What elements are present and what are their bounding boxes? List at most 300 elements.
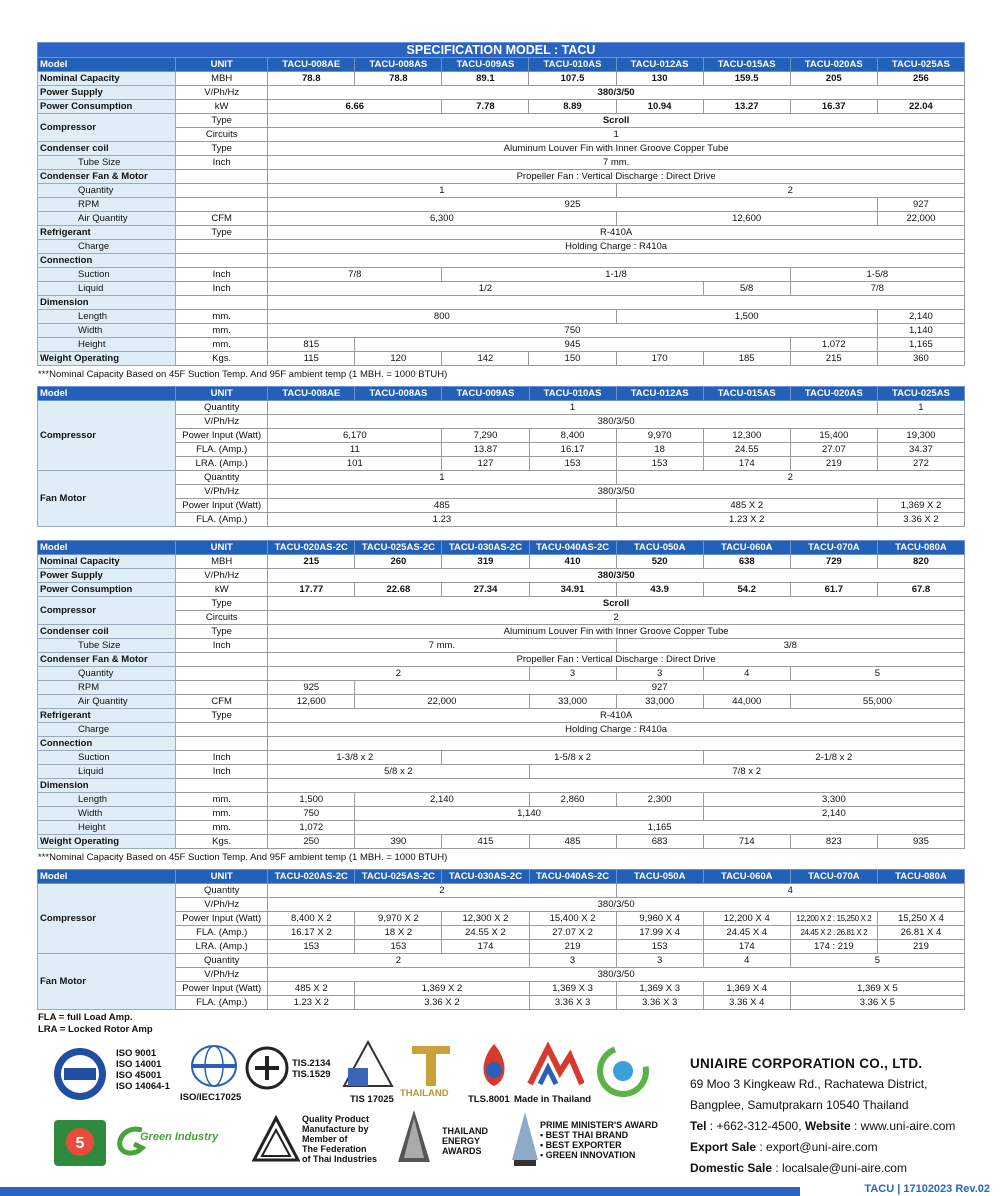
value-cell: 485 xyxy=(529,835,616,849)
value-cell: 24.45 X 2 : 26.81 X 2 xyxy=(790,926,877,940)
spec-table-2 xyxy=(37,386,965,527)
row-sublabel: Liquid xyxy=(38,282,176,296)
value-cell: 7/8 x 2 xyxy=(529,765,964,779)
value-cell: 17.99 X 4 xyxy=(616,926,703,940)
model-col: TACU-025AS-2C xyxy=(355,541,442,555)
row-sublabel: Suction xyxy=(38,751,176,765)
value-cell: 729 xyxy=(790,555,877,569)
value-cell: 19,300 xyxy=(877,429,964,443)
table-row xyxy=(38,884,965,898)
pm-award-line: • BEST THAI BRAND xyxy=(540,1130,629,1140)
value-cell: 3.36 X 4 xyxy=(703,996,790,1010)
value-cell: 24.55 X 2 xyxy=(442,926,529,940)
model-col: TACU-008AS xyxy=(355,387,442,401)
value-cell: 2,140 xyxy=(355,793,529,807)
unit-cell: mm. xyxy=(176,324,268,338)
value-cell: 8.89 xyxy=(529,100,616,114)
model-col: TACU-009AS xyxy=(442,387,529,401)
table-row xyxy=(38,429,965,443)
value-cell: 7 mm. xyxy=(268,639,616,653)
value-cell: 1,165 xyxy=(877,338,964,352)
value-cell: 1,369 X 2 xyxy=(355,982,529,996)
unit-cell: LRA. (Amp.) xyxy=(176,940,268,954)
table-row xyxy=(38,996,965,1010)
unit-cell: kW xyxy=(176,100,268,114)
unit-cell xyxy=(176,240,268,254)
value-cell: 67.8 xyxy=(877,583,964,597)
row-sublabel: Length xyxy=(38,310,176,324)
unit-cell: Quantity xyxy=(176,954,268,968)
value-cell: 3 xyxy=(529,954,616,968)
table-row xyxy=(38,338,965,352)
value-cell: 1,072 xyxy=(268,821,355,835)
value-cell: 18 xyxy=(616,443,703,457)
model-col: TACU-070A xyxy=(790,870,877,884)
table-row xyxy=(38,415,965,429)
value-cell: 927 xyxy=(877,198,964,212)
value-cell: 153 xyxy=(355,940,442,954)
green-industry-label: Green Industry xyxy=(140,1131,219,1143)
green-organization-icon xyxy=(596,1044,650,1098)
group-label: Compressor xyxy=(38,401,176,471)
value-cell: 1,369 X 3 xyxy=(616,982,703,996)
export-sale xyxy=(690,1137,970,1158)
table-row xyxy=(38,723,965,737)
value-cell: 2 xyxy=(616,184,964,198)
row-label: Power Supply xyxy=(38,569,176,583)
unit-cell: Inch xyxy=(176,268,268,282)
value-cell: 34.91 xyxy=(529,583,616,597)
model-col: TACU-020AS xyxy=(790,58,877,72)
model-col: TACU-025AS-2C xyxy=(355,870,442,884)
value-cell: 5/8 xyxy=(703,282,790,296)
value-cell: Aluminum Louver Fin with Inner Groove Copper Tube xyxy=(268,142,965,156)
value-cell: 935 xyxy=(877,835,964,849)
value-cell: Aluminum Louver Fin with Inner Groove Copper Tube xyxy=(268,625,965,639)
unit-cell: Inch xyxy=(176,282,268,296)
model-col: TACU-020AS-2C xyxy=(268,870,355,884)
value-cell: 9,970 X 2 xyxy=(355,912,442,926)
row-label: Weight Operating xyxy=(38,352,176,366)
row-sublabel: Charge xyxy=(38,723,176,737)
model-col: TACU-008AS xyxy=(355,58,442,72)
table-row xyxy=(38,751,965,765)
unit-cell: V/Ph/Hz xyxy=(176,415,268,429)
value-cell: 256 xyxy=(877,72,964,86)
value-cell: 15,400 xyxy=(790,429,877,443)
value-cell: 153 xyxy=(268,940,355,954)
value-cell: 410 xyxy=(529,555,616,569)
value-cell: 360 xyxy=(877,352,964,366)
value-cell: 823 xyxy=(790,835,877,849)
row-label: Nominal Capacity xyxy=(38,72,176,86)
legend-fla: FLA = full Load Amp. xyxy=(38,1012,133,1023)
thailand-trust-icon xyxy=(406,1042,456,1088)
unit-cell: kW xyxy=(176,583,268,597)
row-sublabel: Quantity xyxy=(38,184,176,198)
value-cell: 750 xyxy=(268,324,878,338)
value-cell: 15,400 X 2 xyxy=(529,912,616,926)
model-col: TACU-050A xyxy=(616,870,703,884)
value-cell: 12,600 xyxy=(268,695,355,709)
value-cell: 485 X 2 xyxy=(616,499,877,513)
table-row xyxy=(38,898,965,912)
iso-item: ISO 14064-1 xyxy=(116,1081,170,1092)
unit-cell: mm. xyxy=(176,807,268,821)
model-col: TACU-060A xyxy=(703,541,790,555)
value-cell: 205 xyxy=(790,72,877,86)
unit-cell: Quantity xyxy=(176,884,268,898)
model-col: TACU-008AE xyxy=(268,387,355,401)
value-cell: 3.36 X 2 xyxy=(355,996,529,1010)
table-row xyxy=(38,471,965,485)
unit-cell: Quantity xyxy=(176,401,268,415)
value-cell: 11 xyxy=(268,443,442,457)
table-row xyxy=(38,86,965,100)
unit-cell xyxy=(176,667,268,681)
value-cell: 26.81 X 4 xyxy=(877,926,964,940)
value-cell: 101 xyxy=(268,457,442,471)
tel-label: Tel xyxy=(690,1119,707,1133)
value-cell: 380/3/50 xyxy=(268,415,965,429)
row-label: Dimension xyxy=(38,296,176,310)
company-address-line: Bangplee, Samutprakarn 10540 Thailand xyxy=(690,1098,909,1112)
value-cell: 7/8 xyxy=(268,268,442,282)
value-cell: 319 xyxy=(442,555,529,569)
export-email[interactable]: : export@uni-aire.com xyxy=(756,1140,878,1154)
value-cell: 43.9 xyxy=(616,583,703,597)
row-sublabel: Liquid xyxy=(38,765,176,779)
table-row xyxy=(38,709,965,723)
value-cell: 1-1/8 xyxy=(442,268,790,282)
tls-icon xyxy=(472,1040,516,1090)
unit-cell: mm. xyxy=(176,821,268,835)
model-col: TACU-030AS-2C xyxy=(442,541,529,555)
value-cell: 925 xyxy=(268,198,878,212)
table-row xyxy=(38,513,965,527)
unit-cell: V/Ph/Hz xyxy=(176,898,268,912)
tis17025-icon xyxy=(342,1040,394,1090)
group-label: Fan Motor xyxy=(38,471,176,527)
group-label: Fan Motor xyxy=(38,954,176,1010)
row-label: Refrigerant xyxy=(38,709,176,723)
value-cell: 174 xyxy=(442,940,529,954)
value-cell: 8,400 xyxy=(529,429,616,443)
value-cell: 4 xyxy=(616,884,964,898)
header-unit: UNIT xyxy=(176,541,268,555)
unit-cell: Circuits xyxy=(176,611,268,625)
table-row xyxy=(38,212,965,226)
table-row xyxy=(38,156,965,170)
unit-cell: Type xyxy=(176,226,268,240)
unit-cell xyxy=(176,296,268,310)
value-cell: 12,200 X 2 : 15,250 X 2 xyxy=(790,912,877,926)
row-label: Nominal Capacity xyxy=(38,555,176,569)
value-cell: 750 xyxy=(268,807,355,821)
value-cell: 6.66 xyxy=(268,100,442,114)
value-cell: Propeller Fan : Vertical Discharge : Direct Drive xyxy=(268,170,965,184)
unit-cell: mm. xyxy=(176,793,268,807)
svg-text:5: 5 xyxy=(75,1135,85,1152)
value-cell: 22.04 xyxy=(877,100,964,114)
value-cell xyxy=(268,296,965,310)
model-col: TACU-025AS xyxy=(877,58,964,72)
table-row xyxy=(38,583,965,597)
iso-item: ISO 14001 xyxy=(116,1059,162,1070)
value-cell: 16.17 xyxy=(529,443,616,457)
value-cell: 3 xyxy=(529,667,616,681)
value-cell: 2 xyxy=(268,667,529,681)
unit-cell xyxy=(176,723,268,737)
row-label: Compressor xyxy=(38,114,176,142)
value-cell: 1,500 xyxy=(616,310,877,324)
row-sublabel: Charge xyxy=(38,240,176,254)
capacity-note: ***Nominal Capacity Based on 45F Suction Temp. And 95F ambient temp (1 MBH. = 1000 BTUH) xyxy=(38,369,448,380)
row-sublabel: RPM xyxy=(38,198,176,212)
value-cell: 1,072 xyxy=(790,338,877,352)
table-row xyxy=(38,72,965,86)
company-name: UNIAIRE CORPORATION CO., LTD. xyxy=(690,1056,923,1071)
value-cell: 6,170 xyxy=(268,429,442,443)
value-cell: 3,300 xyxy=(703,793,964,807)
unit-cell xyxy=(176,198,268,212)
table-row xyxy=(38,807,965,821)
unit-cell: Power Input (Watt) xyxy=(176,912,268,926)
value-cell: 33,000 xyxy=(529,695,616,709)
table-row xyxy=(38,954,965,968)
value-cell: 5/8 x 2 xyxy=(268,765,529,779)
company-info xyxy=(690,1053,970,1179)
value-cell: 24.55 xyxy=(703,443,790,457)
value-cell: 107.5 xyxy=(529,72,616,86)
value-cell: 1 xyxy=(268,184,616,198)
value-cell: 153 xyxy=(616,940,703,954)
value-cell: 12,300 xyxy=(703,429,790,443)
table-row xyxy=(38,611,965,625)
table-row xyxy=(38,737,965,751)
value-cell: 13.87 xyxy=(442,443,529,457)
value-cell: 925 xyxy=(268,681,355,695)
table-row xyxy=(38,940,965,954)
value-cell: 22.68 xyxy=(355,583,442,597)
header-unit: UNIT xyxy=(176,387,268,401)
model-col: TACU-025AS xyxy=(877,387,964,401)
table-row xyxy=(38,443,965,457)
row-label: Connection xyxy=(38,254,176,268)
value-cell: 9,960 X 4 xyxy=(616,912,703,926)
value-cell: 415 xyxy=(442,835,529,849)
model-col: TACU-020AS-2C xyxy=(268,541,355,555)
value-cell: 54.2 xyxy=(703,583,790,597)
value-cell: 22,000 xyxy=(877,212,964,226)
unit-cell: CFM xyxy=(176,212,268,226)
table-row xyxy=(38,142,965,156)
unit-cell: Power Input (Watt) xyxy=(176,499,268,513)
value-cell: 2-1/8 x 2 xyxy=(703,751,964,765)
unit-cell: mm. xyxy=(176,310,268,324)
value-cell: 683 xyxy=(616,835,703,849)
value-cell: 9,970 xyxy=(616,429,703,443)
thailand-trust-label: THAILAND xyxy=(400,1088,449,1099)
table-row xyxy=(38,485,965,499)
row-label: Refrigerant xyxy=(38,226,176,240)
value-cell: 13.27 xyxy=(703,100,790,114)
row-label: Connection xyxy=(38,737,176,751)
tis-item: TIS.2134 xyxy=(292,1058,331,1069)
legend xyxy=(38,1012,153,1036)
table-row xyxy=(38,184,965,198)
value-cell: 3 xyxy=(616,954,703,968)
value-cell: 130 xyxy=(616,72,703,86)
value-cell: 1,369 X 2 xyxy=(877,499,964,513)
value-cell: 380/3/50 xyxy=(268,86,965,100)
table-row xyxy=(38,128,965,142)
value-cell: 6,300 xyxy=(268,212,616,226)
unit-cell: LRA. (Amp.) xyxy=(176,457,268,471)
value-cell: 820 xyxy=(877,555,964,569)
value-cell: 1.23 X 2 xyxy=(616,513,877,527)
header-model: Model xyxy=(38,870,176,884)
row-label: Power Consumption xyxy=(38,583,176,597)
spec-table-4 xyxy=(37,869,965,1010)
unit-cell: Kgs. xyxy=(176,835,268,849)
iso-17025-label: ISO/IEC17025 xyxy=(180,1092,242,1103)
domestic-email[interactable]: : localsale@uni-aire.com xyxy=(772,1161,907,1175)
legend-lra: LRA = Locked Rotor Amp xyxy=(38,1024,153,1035)
model-col: TACU-070A xyxy=(790,541,877,555)
table-row xyxy=(38,226,965,240)
row-sublabel: Quantity xyxy=(38,667,176,681)
value-cell: 55,000 xyxy=(790,695,964,709)
unit-cell xyxy=(176,779,268,793)
table-row xyxy=(38,765,965,779)
header-unit: UNIT xyxy=(176,870,268,884)
table-row xyxy=(38,282,965,296)
model-col: TACU-040AS-2C xyxy=(529,870,616,884)
value-cell: 380/3/50 xyxy=(268,485,965,499)
row-label: Weight Operating xyxy=(38,835,176,849)
value-cell: 485 xyxy=(268,499,616,513)
value-cell: 16.17 X 2 xyxy=(268,926,355,940)
value-cell: Scroll xyxy=(268,114,965,128)
value-cell: 1 xyxy=(877,401,964,415)
model-col: TACU-020AS xyxy=(790,387,877,401)
table-row xyxy=(38,653,965,667)
unit-cell: MBH xyxy=(176,555,268,569)
value-cell: 250 xyxy=(268,835,355,849)
value-cell: 12,300 X 2 xyxy=(442,912,529,926)
value-cell: 115 xyxy=(268,352,355,366)
row-sublabel: Width xyxy=(38,807,176,821)
table-row xyxy=(38,268,965,282)
fti-line: The Federation xyxy=(302,1144,367,1154)
value-cell: 219 xyxy=(877,940,964,954)
model-col: TACU-010AS xyxy=(529,58,616,72)
value-cell: 215 xyxy=(268,555,355,569)
value-cell: 1 xyxy=(268,401,878,415)
model-col: TACU-060A xyxy=(703,870,790,884)
unit-cell: Inch xyxy=(176,765,268,779)
value-cell: 3.36 X 5 xyxy=(790,996,964,1010)
row-sublabel: Length xyxy=(38,793,176,807)
energy-line: AWARDS xyxy=(442,1146,482,1156)
table-row xyxy=(38,926,965,940)
unit-cell: Kgs. xyxy=(176,352,268,366)
value-cell: 15,250 X 4 xyxy=(877,912,964,926)
value-cell: 142 xyxy=(442,352,529,366)
website-value[interactable]: : www.uni-aire.com xyxy=(850,1119,956,1133)
table-row xyxy=(38,352,965,366)
row-sublabel: Width xyxy=(38,324,176,338)
unit-cell: Type xyxy=(176,142,268,156)
domestic-label: Domestic Sale xyxy=(690,1161,773,1175)
fti-line: of Thai Industries xyxy=(302,1154,378,1164)
table-row xyxy=(38,499,965,513)
row-label: Compressor xyxy=(38,597,176,625)
row-sublabel: RPM xyxy=(38,681,176,695)
unit-cell: Inch xyxy=(176,639,268,653)
masci-seal-icon xyxy=(52,1046,108,1102)
table-row xyxy=(38,821,965,835)
value-cell: 1 xyxy=(268,128,965,142)
value-cell: 215 xyxy=(790,352,877,366)
header-model: Model xyxy=(38,58,176,72)
tis-list xyxy=(292,1058,331,1080)
export-label: Export Sale xyxy=(690,1140,757,1154)
value-cell: Holding Charge : R410a xyxy=(268,240,965,254)
value-cell: 1-5/8 x 2 xyxy=(442,751,703,765)
table-row xyxy=(38,681,965,695)
row-sublabel: Height xyxy=(38,338,176,352)
value-cell: 945 xyxy=(355,338,790,352)
group-label: Compressor xyxy=(38,884,176,954)
spec-table-3 xyxy=(37,540,965,849)
value-cell: 153 xyxy=(616,457,703,471)
value-cell: 800 xyxy=(268,310,616,324)
value-cell: 1,369 X 5 xyxy=(790,982,964,996)
company-address-line: 69 Moo 3 Kingkeaw Rd., Rachatewa District, xyxy=(690,1077,928,1091)
table-row xyxy=(38,695,965,709)
value-cell: 18 X 2 xyxy=(355,926,442,940)
model-col: TACU-010AS xyxy=(529,387,616,401)
value-cell: 3.36 X 3 xyxy=(529,996,616,1010)
unit-cell: Inch xyxy=(176,156,268,170)
value-cell: 2,140 xyxy=(877,310,964,324)
table-row xyxy=(38,324,965,338)
value-cell: 219 xyxy=(790,457,877,471)
value-cell: 219 xyxy=(529,940,616,954)
value-cell: 150 xyxy=(529,352,616,366)
tis17025-label: TIS 17025 xyxy=(350,1094,394,1105)
table-row xyxy=(38,912,965,926)
spec-table-1 xyxy=(37,42,965,366)
value-cell: 78.8 xyxy=(355,72,442,86)
value-cell xyxy=(268,254,965,268)
unit-cell: Quantity xyxy=(176,471,268,485)
row-label: Power Consumption xyxy=(38,100,176,114)
model-col: TACU-080A xyxy=(877,870,964,884)
value-cell: 1,140 xyxy=(355,807,703,821)
model-col: TACU-015AS xyxy=(703,58,790,72)
model-col: TACU-012AS xyxy=(616,387,703,401)
iso-item: ISO 45001 xyxy=(116,1070,162,1081)
value-cell: 1,500 xyxy=(268,793,355,807)
value-cell: 7.78 xyxy=(442,100,529,114)
energy-line: ENERGY xyxy=(442,1136,481,1146)
value-cell: Holding Charge : R410a xyxy=(268,723,965,737)
value-cell: 8,400 X 2 xyxy=(268,912,355,926)
value-cell: 2 xyxy=(268,954,529,968)
